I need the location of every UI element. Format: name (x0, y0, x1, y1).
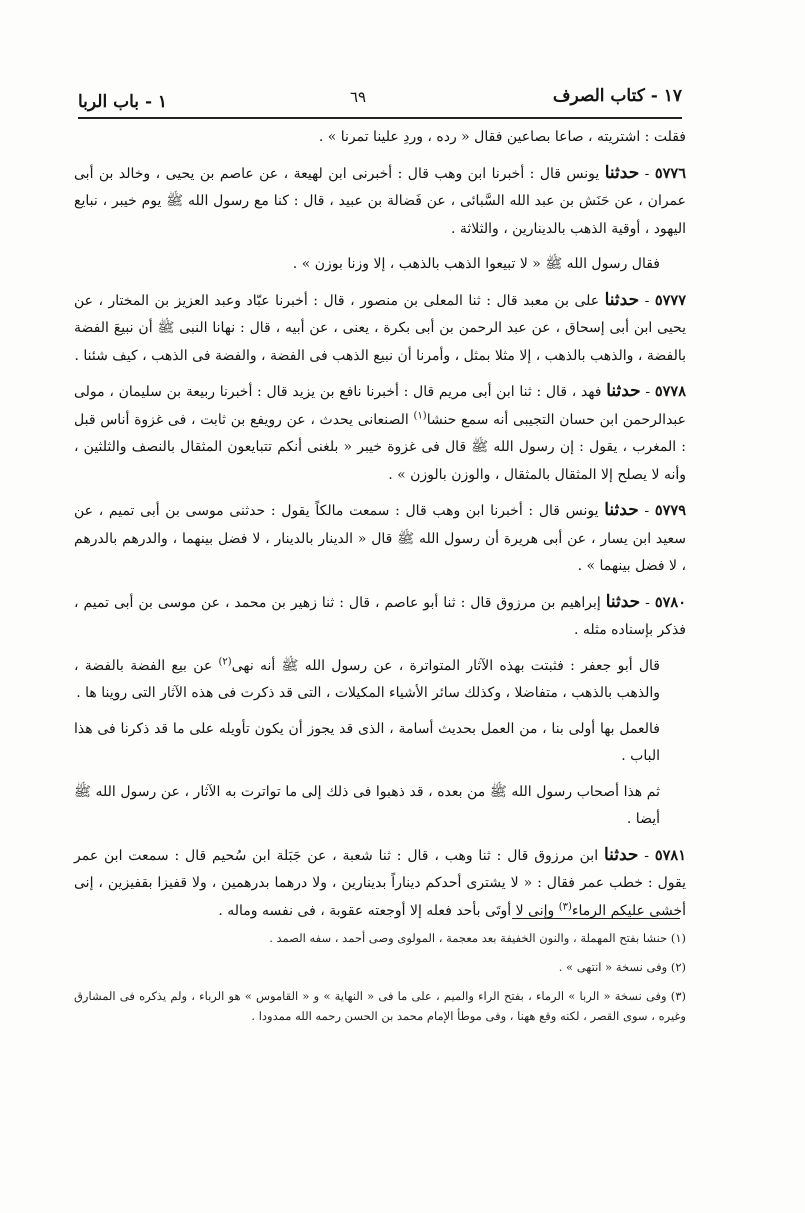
footnote-divider (512, 918, 680, 919)
hadith-5776: ٥٧٧٦ - حدثنا يونس قال : أخبرنا ابن وهب قال : أخبرنى ابن لهيعة ، عن عاصم بن يحيى ، وخالد بن أبى عمران ، عن حَنَش بن عبد الله السَّبائى ، عن فَضالة بن عبيد ، قال : كنا مع رسول الله ﷺ يوم خيبر ، نبايع اليهود ، أوقية الذهب بالدينارين ، والثلاثة . (74, 162, 686, 237)
paragraph (74, 779, 686, 834)
section-title: ١ - باب الربا (78, 92, 168, 112)
footnote-ref: (١) (413, 409, 427, 421)
page-header (78, 86, 682, 114)
hadith-keyword: حدثنا (603, 844, 639, 865)
hadith-keyword: حدثنا (604, 500, 639, 520)
hadith-text: يونس قال : أخبرنا ابن وهب قال : أخبرنى ابن لهيعة ، عن عاصم بن يحيى ، وخالد بن أبى عمران ، عن حَنَش بن عبد الله السَّبائى ، عن فَضالة بن عبيد ، قال : كنا مع رسول الله ﷺ يوم خيبر ، نبايع اليهود ، أوقية الذهب بالدينارين ، والثلاثة . (74, 165, 686, 237)
hadith-text: ابن مرزوق قال : ثنا وهب ، قال : ثنا شعبة ، عن جَبَلة ابن سُحيم قال : سمعت ابن عمر يقول : خطب عمر فقال : « لا يشترى أحدكم ديناراً بدينارين ، ولا درهما بدرهمين ، ولا قفيزا بقفيزين ، إنى أخشى عليكم الرماء (74, 847, 686, 919)
main-text (74, 124, 686, 933)
paragraph-text: قال أبو جعفر : فثبتت بهذه الآثار المتواترة ، عن رسول الله ﷺ أنه نهى (231, 657, 661, 674)
paragraph-text-continued: عن بيع الفضة بالفضة ، والذهب بالذهب ، متفاضلا ، وكذلك سائر الأشياء المكيلات ، التى قد ذكرت فى هذه الآثار التى روينا ها . (74, 657, 660, 701)
paragraph-text: فالعمل بها أولى بنا ، من العمل بحديث أسامة ، الذى قد يجوز أن يكون تأويله على ما قد ذكرنا فى هذا الباب . (74, 720, 660, 764)
hadith-number: ٥٧٧٦ (654, 164, 686, 182)
hadith-keyword: حدثنا (604, 162, 640, 183)
footnotes (74, 928, 686, 1035)
hadith-5781: ٥٧٨١ - حدثنا ابن مرزوق قال : ثنا وهب ، قال : ثنا شعبة ، عن جَبَلة ابن سُحيم قال : سمعت ابن عمر يقول : خطب عمر فقال : « لا يشترى أحدكم ديناراً بدينارين ، ولا درهما بدرهمين ، ولا قفيزا بقفيزين ، إنى أخشى عليكم الرماء$^{(٣)}$ وإنى لا أوتَى بأحد فعله إلا أوجعته عقوبة ، فى نفسه وماله . (74, 844, 686, 919)
hadith-text: على بن معبد قال : ثنا المعلى بن منصور ، قال : أخبرنا عبّاد وعبد العزيز بن المختار ، عن يحيى ابن أبى إسحاق ، عن عبد الرحمن بن أبى بكرة ، يعنى ، عن أبيه ، قال : نهانا النبى ﷺ أن نبيعَ الفضة بالفضة ، والذهب بالذهب ، إلا مثلا بمثل ، وأمرنا أن نبيع الذهب فى الفضة ، والفضة فى الذهب ، كيف شئنا . (74, 292, 686, 364)
paragraph (74, 653, 686, 708)
hadith-number: ٥٧٨٠ (654, 593, 687, 611)
chapter-title: ١٧ - كتاب الصرف (552, 86, 682, 106)
paragraph-text: فقلت : اشتريته ، صاعا بصاعين فقال « رده ، وردِ علينا تمرنا » . (318, 129, 686, 145)
footnote: (٢) وفى نسخة « انتهى » . (558, 960, 686, 974)
hadith-5779: ٥٧٧٩ - حدثنا يونس قال : أخبرنا ابن وهب قال : سمعت مالكاً يقول : حدثنى موسى بن أبى تميم ، عن سعيد ابن يسار ، عن أبى هريرة أن رسول الله ﷺ قال « الدينار بالدينار ، لا فضل بينهما ، والدرهم بالدرهم ، لا فضل بينهما » . (74, 500, 686, 574)
footnote-ref: (٢) (218, 655, 232, 667)
paragraph-text: ثم هذا أصحاب رسول الله ﷺ من بعده ، قد ذهبوا فى ذلك إلى ما تواترت به الآثار ، عن رسول الله ﷺ أيضا . (74, 783, 660, 827)
hadith-keyword: حدثنا (604, 289, 640, 310)
page-number: ٦٩ (350, 88, 367, 106)
hadith-text: فهد ، قال : ثنا ابن أبى مريم قال : أخبرنا نافع بن يزيد قال : أخبرنا ربيعة بن سليمان ، مولى عبدالرحمن ابن حسان التجيبى أنه سمع حنشا (74, 384, 686, 428)
hadith-5777: ٥٧٧٧ - حدثنا على بن معبد قال : ثنا المعلى بن منصور ، قال : أخبرنا عبّاد وعبد العزيز بن المختار ، عن يحيى ابن أبى إسحاق ، عن عبد الرحمن بن أبى بكرة ، يعنى ، عن أبيه ، قال : نهانا النبى ﷺ أن نبيعَ الفضة بالفضة ، والذهب بالذهب ، إلا مثلا بمثل ، وأمرنا أن نبيع الذهب فى الفضة ، والفضة فى الذهب ، كيف شئنا . (74, 289, 686, 364)
paragraph (74, 251, 686, 279)
paragraph (74, 124, 686, 152)
hadith-text-continued: الصنعانى يحدث ، عن رويفع بن ثابت ، فى غزوة أناس قبل : المغرب ، يقول : إن رسول الله ﷺ قال فى غزوة خيبر « بلغنى أنكم تتبايعون المثقال بالنصف والثلثين ، وأنه لا يصلح إلا المثقال بالمثقال ، والوزن بالوزن » . (74, 411, 686, 483)
hadith-number: ٥٧٨١ (654, 846, 686, 864)
hadith-text: يونس قال : أخبرنا ابن وهب قال : سمعت مالكاً يقول : حدثنى موسى بن أبى تميم ، عن سعيد ابن يسار ، عن أبى هريرة أن رسول الله ﷺ قال « الدينار بالدينار ، لا فضل بينهما ، والدرهم بالدرهم ، لا فضل بينهما » . (74, 503, 686, 574)
hadith-text: إبراهيم بن مرزوق قال : ثنا أبو عاصم ، قال : ثنا زهير بن محمد ، عن موسى بن أبى تميم ، فذكر بإسناده مثله . (74, 594, 686, 638)
footnote-ref: (٣) (558, 900, 572, 912)
paragraph (74, 716, 686, 771)
hadith-number: ٥٧٧٧ (654, 291, 686, 309)
hadith-number: ٥٧٧٩ (654, 502, 686, 519)
hadith-keyword: حدثنا (606, 381, 641, 401)
hadith-text-continued: وإنى لا أوتَى بأحد فعله إلا أوجعته عقوبة ، فى نفسه وماله . (218, 902, 555, 919)
hadith-number: ٥٧٧٨ (654, 383, 686, 400)
paragraph-text: فقال رسول الله ﷺ « لا تبيعوا الذهب بالذهب ، إلا وزنا بوزن » . (292, 256, 660, 272)
hadith-5778: ٥٧٧٨ - حدثنا فهد ، قال : ثنا ابن أبى مريم قال : أخبرنا نافع بن يزيد قال : أخبرنا ربيعة بن سليمان ، مولى عبدالرحمن ابن حسان التجيبى أنه سمع حنشا$^{(١)}$ الصنعانى يحدث ، عن رويفع بن ثابت ، فى غزوة أناس قبل : المغرب ، يقول : إن رسول الله ﷺ قال فى غزوة خيبر « بلغنى أنكم تتبايعون المثقال بالنصف والثلثين ، وأنه لا يصلح إلا المثقال بالمثقال ، والوزن بالوزن » . (74, 381, 686, 483)
hadith-5780: ٥٧٨٠ - حدثنا إبراهيم بن مرزوق قال : ثنا أبو عاصم ، قال : ثنا زهير بن محمد ، عن موسى بن أبى تميم ، فذكر بإسناده مثله . (74, 591, 687, 638)
footnote: (٣) وفى نسخة « الربا » الرماء ، بفتح الراء والميم ، على ما فى « النهاية » و « القاموس » هو الرباء ، ولم يذكره فى المشارق وغيره ، سوى القصر ، لكنه وقع ههنا ، وفى موطأ الإمام محمد بن الحسن رحمه الله ممدودا . (74, 989, 686, 1023)
footnote: (١) حنشا بفتح المهملة ، والنون الخفيفة بعد معجمة ، المولوى وصى أحمد ، سفه الصمد . (269, 931, 686, 945)
hadith-keyword: حدثنا (605, 591, 641, 612)
header-divider (78, 117, 682, 119)
